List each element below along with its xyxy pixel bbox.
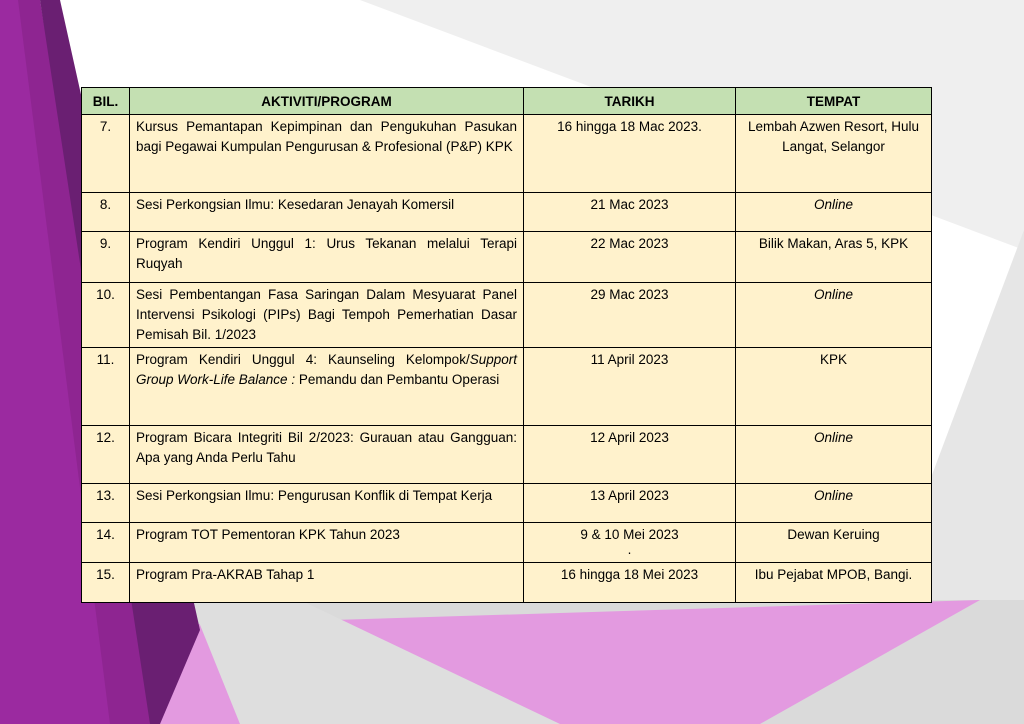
cell-place: Online — [736, 283, 932, 348]
header-date: TARIKH — [524, 88, 736, 115]
cell-activity: Sesi Perkongsian Ilmu: Kesedaran Jenayah Komersil — [130, 193, 524, 232]
cell-bil: 15. — [82, 563, 130, 603]
table-row — [82, 523, 932, 563]
cell-bil: 10. — [82, 283, 130, 348]
header-activity: AKTIVITI/PROGRAM — [130, 88, 524, 115]
cell-date: 11 April 2023 — [524, 348, 736, 426]
cell-date: 12 April 2023 — [524, 426, 736, 484]
table-row — [82, 115, 932, 193]
cell-activity: Program Pra-AKRAB Tahap 1 — [130, 563, 524, 603]
activity-text-end: Pemandu dan Pembantu Operasi — [295, 372, 500, 387]
table-row — [82, 484, 932, 523]
cell-activity: Program Kendiri Unggul 1: Urus Tekanan melalui Terapi Ruqyah — [130, 232, 524, 283]
table-header-row — [82, 88, 932, 115]
activity-table-container — [81, 87, 931, 603]
table-row — [82, 348, 932, 426]
table-row — [82, 426, 932, 484]
cell-bil: 14. — [82, 523, 130, 563]
activity-table — [81, 87, 932, 603]
cell-place: KPK — [736, 348, 932, 426]
cell-place: Online — [736, 426, 932, 484]
cell-place: Dewan Keruing — [736, 523, 932, 563]
cell-activity — [130, 348, 524, 426]
cell-bil: 7. — [82, 115, 130, 193]
cell-activity: Kursus Pemantapan Kepimpinan dan Pengukuhan Pasukan bagi Pegawai Kumpulan Pengurusan & Profesional (P&P) KPK — [130, 115, 524, 193]
activity-text: Program Kendiri Unggul 4: Kaunseling Kelompok/ — [136, 352, 470, 367]
cell-date: 22 Mac 2023 — [524, 232, 736, 283]
cell-bil: 8. — [82, 193, 130, 232]
cell-place: Online — [736, 193, 932, 232]
cell-bil: 11. — [82, 348, 130, 426]
cell-place: Ibu Pejabat MPOB, Bangi. — [736, 563, 932, 603]
table-row — [82, 283, 932, 348]
table-row — [82, 563, 932, 603]
cell-bil: 9. — [82, 232, 130, 283]
cell-date: 16 hingga 18 Mac 2023. — [524, 115, 736, 193]
cell-date: 29 Mac 2023 — [524, 283, 736, 348]
cell-activity: Sesi Pembentangan Fasa Saringan Dalam Mesyuarat Panel Intervensi Psikologi (PIPs) Bagi Tempoh Pemerhatian Dasar Pemisah Bil. 1/2023 — [130, 283, 524, 348]
cell-place: Online — [736, 484, 932, 523]
date-text: 9 & 10 Mei 2023 — [580, 527, 679, 542]
cell-place: Lembah Azwen Resort, Hulu Langat, Selangor — [736, 115, 932, 193]
cell-bil: 13. — [82, 484, 130, 523]
cell-activity: Program TOT Pementoran KPK Tahun 2023 — [130, 523, 524, 563]
cell-date — [524, 523, 736, 563]
table-row — [82, 193, 932, 232]
cell-activity: Sesi Perkongsian Ilmu: Pengurusan Konflik di Tempat Kerja — [130, 484, 524, 523]
header-bil: BIL. — [82, 88, 130, 115]
cell-bil: 12. — [82, 426, 130, 484]
cell-date: 16 hingga 18 Mei 2023 — [524, 563, 736, 603]
header-place: TEMPAT — [736, 88, 932, 115]
activity-italic-text: Support Group Work-Life Balance : — [136, 352, 517, 387]
cell-activity: Program Bicara Integriti Bil 2/2023: Gurauan atau Gangguan: Apa yang Anda Perlu Tahu — [130, 426, 524, 484]
date-extra: . — [627, 542, 632, 557]
cell-date: 13 April 2023 — [524, 484, 736, 523]
table-row — [82, 232, 932, 283]
cell-place: Bilik Makan, Aras 5, KPK — [736, 232, 932, 283]
cell-date: 21 Mac 2023 — [524, 193, 736, 232]
